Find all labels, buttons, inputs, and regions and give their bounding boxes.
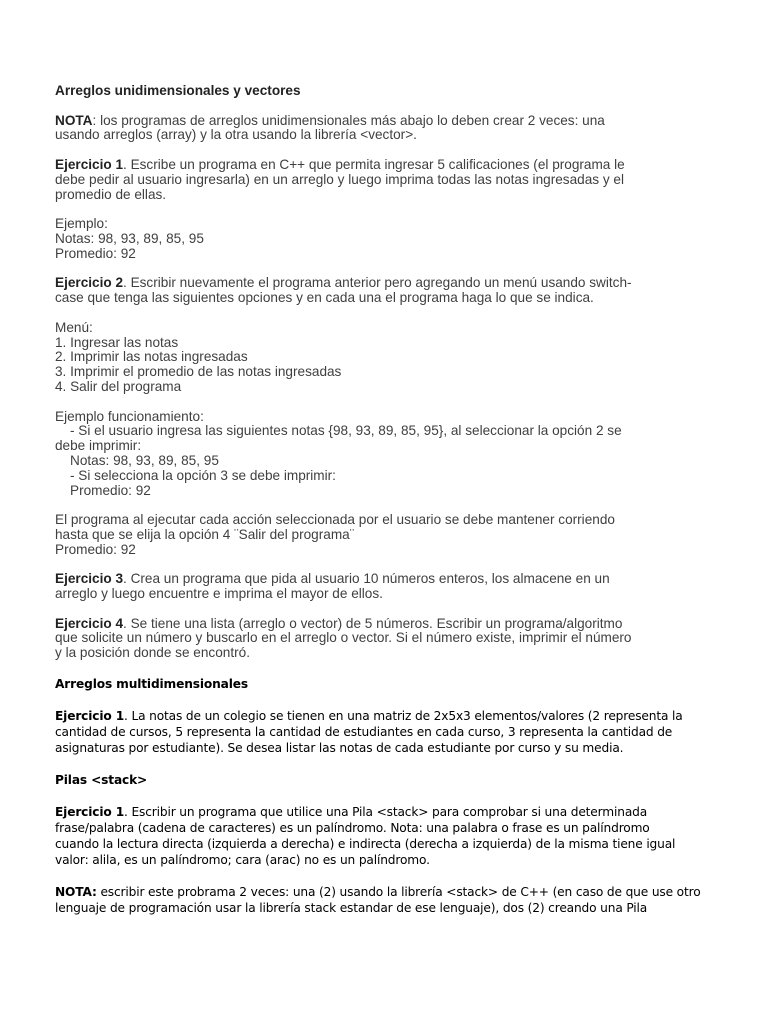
function-example-line: - Si el usuario ingresa las siguientes notas {98, 93, 89, 85, 95}, al seleccionar la opción 2 se: [70, 423, 622, 439]
nota-paragraph: NOTA: los programas de arreglos unidimensionales más abajo lo deben crear 2 veces: una: [55, 112, 605, 128]
function-example-notas: Notas: 98, 93, 89, 85, 95: [70, 452, 219, 468]
function-example-line: debe imprimir:: [55, 438, 142, 454]
nota-paragraph: NOTA: escribir este probrama 2 veces: una (2) usando la librería <stack> de C++ (en caso de que use otro: [55, 885, 701, 900]
menu-item: 1. Ingresar las notas: [55, 334, 179, 350]
function-example-promedio: Promedio: 92: [70, 482, 151, 498]
function-example-line: - Si selecciona la opción 3 se debe imprimir:: [70, 467, 336, 483]
menu-item: 2. Imprimir las notas ingresadas: [55, 349, 248, 365]
nota-label: NOTA:: [55, 885, 97, 900]
action-paragraph: El programa al ejecutar cada acción seleccionada por el usuario se debe mantener corriendo: [55, 512, 615, 528]
exercise-4-line: y la posición donde se encontró.: [55, 645, 250, 661]
exercise-1-line: asignaturas por estudiante). Se desea listar las notas de cada estudiante por curso y su media.: [55, 741, 624, 756]
exercise-label: Ejercicio 1: [55, 156, 124, 172]
exercise-label: Ejercicio 2: [55, 275, 124, 291]
function-example-title: Ejemplo funcionamiento:: [55, 408, 204, 424]
action-promedio: Promedio: 92: [55, 541, 136, 557]
section-title: Pilas <stack>: [55, 773, 148, 788]
exercise-3-line: arreglo y luego encuentre e imprima el mayor de ellos.: [55, 586, 383, 602]
menu-item: 4. Salir del programa: [55, 378, 182, 394]
exercise-1-line: valor: alila, es un palíndromo; cara (arac) no es un palíndromo.: [55, 853, 430, 868]
nota-line: lenguaje de programación usar la librería stack estandar de ese lenguaje), dos (2) creando una Pila: [55, 901, 648, 916]
exercise-1: Ejercicio 1. Escribe un programa en C++ que permita ingresar 5 calificaciones (el programa le: [55, 156, 625, 172]
exercise-label: Ejercicio 1: [55, 805, 125, 820]
exercise-3: Ejercicio 3. Crea un programa que pida al usuario 10 números enteros, los almacene en un: [55, 571, 610, 587]
example-promedio: Promedio: 92: [55, 245, 136, 261]
exercise-1-line: cuando la lectura directa (izquierda a derecha) e indirecta (derecha a izquierda) de la misma tiene igual: [55, 837, 676, 852]
section-unidimensional: [55, 84, 768, 661]
nota-line: usando arreglos (array) y la otra usando la librería <vector>.: [55, 127, 417, 143]
example-title: Ejemplo:: [55, 216, 108, 232]
exercise-label: Ejercicio 4: [55, 615, 124, 631]
menu-item: 3. Imprimir el promedio de las notas ingresadas: [55, 364, 342, 380]
exercise-label: Ejercicio 3: [55, 571, 124, 587]
exercise-1: Ejercicio 1. La notas de un colegio se tienen en una matriz de 2x5x3 elementos/valores (2 representa la: [55, 709, 683, 724]
exercise-2: Ejercicio 2. Escribir nuevamente el programa anterior pero agregando un menú usando switch-: [55, 275, 632, 291]
exercise-4-line: que solicite un número y buscarlo en el arreglo o vector. Si el número existe, imprimir el número: [55, 630, 632, 646]
section-title: Arreglos multidimensionales: [55, 677, 248, 692]
action-line: hasta que se elija la opción 4 ¨Salir del programa¨: [55, 526, 355, 542]
exercise-1-line: promedio de ellas.: [55, 186, 167, 202]
exercise-1-line: frase/palabra (cadena de caracteres) es un palíndromo. Nota: una palabra o frase es un palíndromo: [55, 821, 650, 836]
example-notas: Notas: 98, 93, 89, 85, 95: [55, 230, 204, 246]
exercise-label: Ejercicio 1: [55, 709, 125, 724]
menu-title: Menú:: [55, 319, 93, 335]
exercise-1-line: debe pedir al usuario ingresarla) en un arreglo y luego imprima todas las notas ingresadas y el: [55, 171, 624, 187]
nota-label: NOTA: [55, 112, 93, 128]
exercise-4: Ejercicio 4. Se tiene una lista (arreglo o vector) de 5 números. Escribir un programa/algoritmo: [55, 615, 623, 631]
section-multidimensional: [55, 676, 768, 916]
exercise-1: Ejercicio 1. Escribir un programa que utilice una Pila <stack> para comprobar si una determinada: [55, 805, 648, 820]
section-title: Arreglos unidimensionales y vectores: [55, 83, 301, 98]
exercise-2-line: case que tenga las siguientes opciones y en cada una el programa haga lo que se indica.: [55, 290, 594, 306]
exercise-1-line: cantidad de cursos, 5 representa la cantidad de estudiantes en cada curso, 3 representa la cantidad de: [55, 725, 673, 740]
